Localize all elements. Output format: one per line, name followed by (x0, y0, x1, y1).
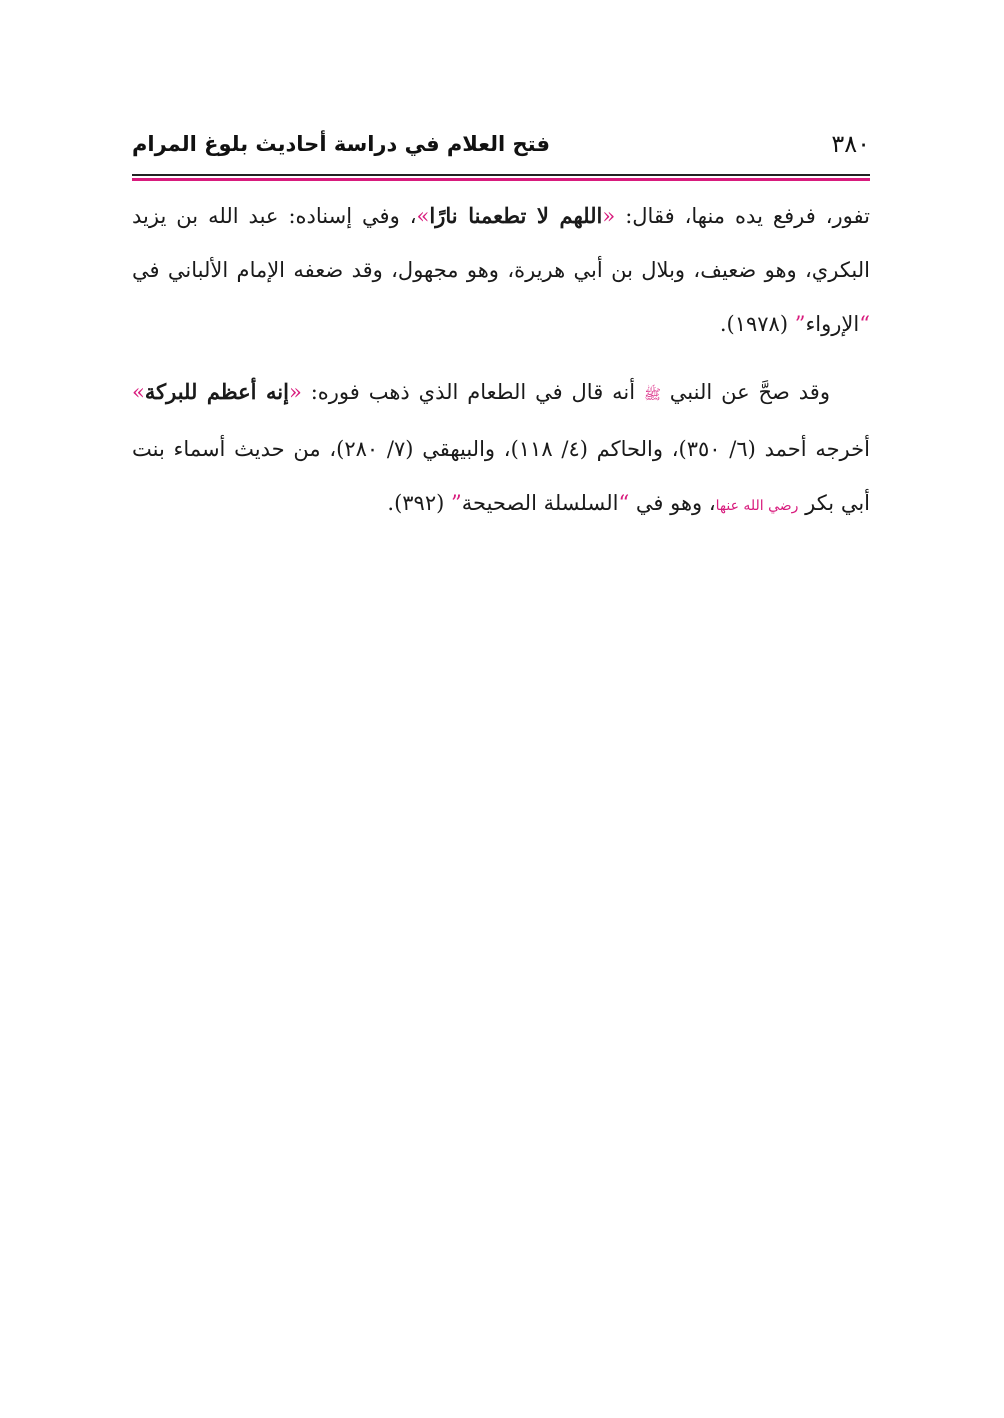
book-quote-open: “ (859, 312, 870, 336)
header-rule-black (132, 174, 870, 176)
paragraph-1-text-c: (١٩٧٨). (719, 312, 795, 336)
paragraph-2 (132, 365, 870, 533)
paragraph-1-text-b: ، وفي إسناده: عبد الله بن يزيد البكري، وهو ضعيف، وبلال بن أبي هريرة، وهو مجهول، وقد ضعفه الإمام الألباني في (132, 204, 870, 282)
running-title: فتح العلام في دراسة أحاديث بلوغ المرام (132, 132, 550, 156)
page-number: ٣٨٠ (831, 130, 870, 158)
page-header (132, 128, 870, 174)
book-quote-close: ” (794, 312, 806, 336)
radiya-glyph: رضي الله عنها (715, 498, 799, 514)
book-quote-open: “ (618, 491, 630, 515)
header-rule-pink (132, 178, 870, 181)
paragraph-2-text-c: أخرجه أحمد (٦/ ٣٥٠)، والحاكم (٤/ ١١٨)، والبيهقي (٧/ ٢٨٠)، من حديث أسماء بنت أبي بكر (132, 437, 870, 515)
hadith-text: إنه أعظم للبركة (144, 379, 289, 404)
paragraph-2-text-d: ، وهو في (629, 491, 716, 515)
book-page (132, 128, 870, 533)
paragraph-1-text-a: تفور، فرفع يده منها، فقال: (615, 204, 870, 228)
hadith-quote-close: » (132, 380, 145, 404)
book-title: السلسلة الصحيحة (461, 491, 619, 515)
hadith-quote-open: « (602, 204, 616, 228)
paragraph-1 (132, 189, 870, 351)
book-quote-close: ” (451, 491, 462, 515)
body-text (132, 189, 870, 533)
salawat-glyph: ﷺ (643, 387, 661, 403)
paragraph-2-text-a: وقد صحَّ عن النبي (660, 380, 830, 404)
paragraph-2-text-e: (٣٩٢). (387, 491, 451, 515)
paragraph-2-text-b: أنه قال في الطعام الذي ذهب فوره: (301, 380, 644, 404)
book-title: الإرواء (805, 312, 860, 336)
hadith-quote-open: « (288, 380, 302, 404)
hadith-quote-close: » (416, 204, 430, 228)
hadith-text: اللهم لا تطعمنا نارًا (429, 203, 603, 228)
